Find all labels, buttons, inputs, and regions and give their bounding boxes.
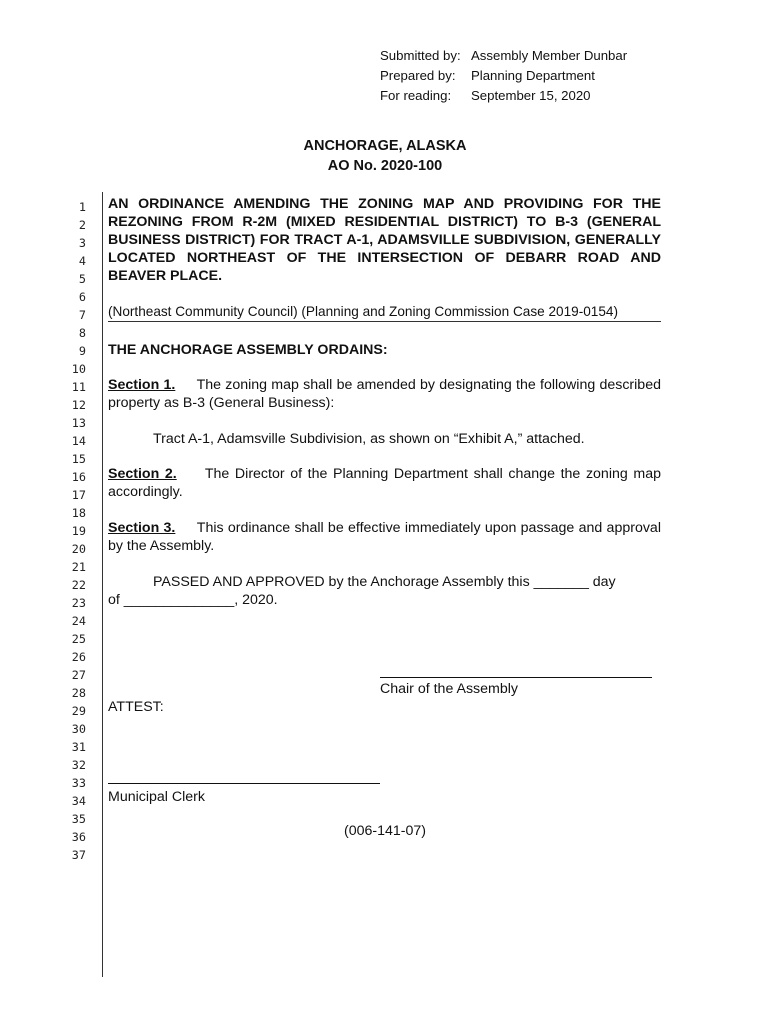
line-number: 32 <box>71 758 86 772</box>
reading-value: September 15, 2020 <box>471 88 591 103</box>
prepared-label: Prepared by: <box>380 68 456 83</box>
line-number: 21 <box>71 560 86 574</box>
line-number: 25 <box>71 632 86 646</box>
section-2-label: Section 2. <box>108 466 177 482</box>
line-number: 30 <box>71 722 86 736</box>
line-number: 23 <box>71 596 86 610</box>
document-title: ANCHORAGE, ALASKA <box>303 138 467 154</box>
margin-rule <box>102 192 103 977</box>
section-1-text: The zoning map shall be amended by designating the following described property as B-3 (General Business): <box>108 377 661 411</box>
line-number: 18 <box>71 506 86 520</box>
section-3-label: Section 3. <box>108 520 176 536</box>
tract-line: Tract A-1, Adamsville Subdivision, as shown on “Exhibit A,” attached. <box>153 431 585 447</box>
chair-label: Chair of the Assembly <box>380 681 518 697</box>
line-number: 37 <box>71 848 86 862</box>
section-3 <box>108 519 661 555</box>
line-number: 19 <box>71 524 86 538</box>
line-number: 8 <box>78 326 86 340</box>
line-number: 34 <box>71 794 86 808</box>
line-number: 1 <box>78 200 86 214</box>
line-number: 6 <box>78 290 86 304</box>
line-number: 11 <box>71 380 86 394</box>
line-number: 2 <box>78 218 86 232</box>
reading-label: For reading: <box>380 88 452 103</box>
line-number: 3 <box>78 236 86 250</box>
attest-label: ATTEST: <box>108 699 164 715</box>
line-number: 4 <box>78 254 86 268</box>
line-number: 12 <box>71 398 86 412</box>
line-number: 24 <box>71 614 86 628</box>
line-number: 15 <box>71 452 86 466</box>
prepared-value: Planning Department <box>471 68 595 83</box>
prepared-row <box>380 66 627 86</box>
passed-line-2: of ______________, 2020. <box>108 592 278 608</box>
line-number: 27 <box>71 668 86 682</box>
section-2 <box>108 465 661 501</box>
section-2-text: The Director of the Planning Department shall change the zoning map accordingly. <box>108 466 661 500</box>
submitted-value: Assembly Member Dunbar <box>471 48 628 63</box>
section-1 <box>108 376 661 412</box>
ordinance-title: AN ORDINANCE AMENDING THE ZONING MAP AND PROVIDING FOR THE REZONING FROM R-2M (MIXED RESIDENTIAL DISTRICT) TO B-3 (GENERAL BUSINESS DISTRICT) FOR TRACT A-1, ADAMSVILLE SUBDIVISION, GENERALLY LOCATED NORTHEAST OF THE INTERSECTION OF DEBARR ROAD AND BEAVER PLACE. <box>108 196 661 284</box>
line-number: 7 <box>78 308 86 322</box>
passed-line-1: PASSED AND APPROVED by the Anchorage Assembly this _______ day <box>153 574 616 590</box>
line-number: 36 <box>71 830 86 844</box>
reading-row <box>380 86 627 106</box>
line-number: 26 <box>71 650 86 664</box>
line-number: 20 <box>71 542 86 556</box>
line-number: 13 <box>71 416 86 430</box>
chair-signature-line <box>380 677 652 678</box>
line-number: 31 <box>71 740 86 754</box>
line-number: 29 <box>71 704 86 718</box>
line-number: 14 <box>71 434 86 448</box>
line-number: 33 <box>71 776 86 790</box>
line-number: 28 <box>71 686 86 700</box>
clerk-signature-line <box>108 783 380 784</box>
line-number: 35 <box>71 812 86 826</box>
line-number: 16 <box>71 470 86 484</box>
ordains-heading: THE ANCHORAGE ASSEMBLY ORDAINS: <box>108 342 388 358</box>
line-number: 22 <box>71 578 86 592</box>
line-number: 10 <box>71 362 86 376</box>
submitted-label: Submitted by: <box>380 48 461 63</box>
line-number: 17 <box>71 488 86 502</box>
council-line: (Northeast Community Council) (Planning and Zoning Commission Case 2019-0154) <box>108 303 661 322</box>
ordinance-number: AO No. 2020-100 <box>327 158 443 174</box>
document-code: (006-141-07) <box>343 823 427 839</box>
section-1-label: Section 1. <box>108 377 176 393</box>
line-numbers <box>60 198 86 864</box>
submitted-row <box>380 46 627 66</box>
line-number: 5 <box>78 272 86 286</box>
line-number: 9 <box>78 344 86 358</box>
submission-info <box>380 46 627 106</box>
section-3-text: This ordinance shall be effective immediately upon passage and approval by the Assembly. <box>108 520 661 554</box>
clerk-label: Municipal Clerk <box>108 789 205 805</box>
